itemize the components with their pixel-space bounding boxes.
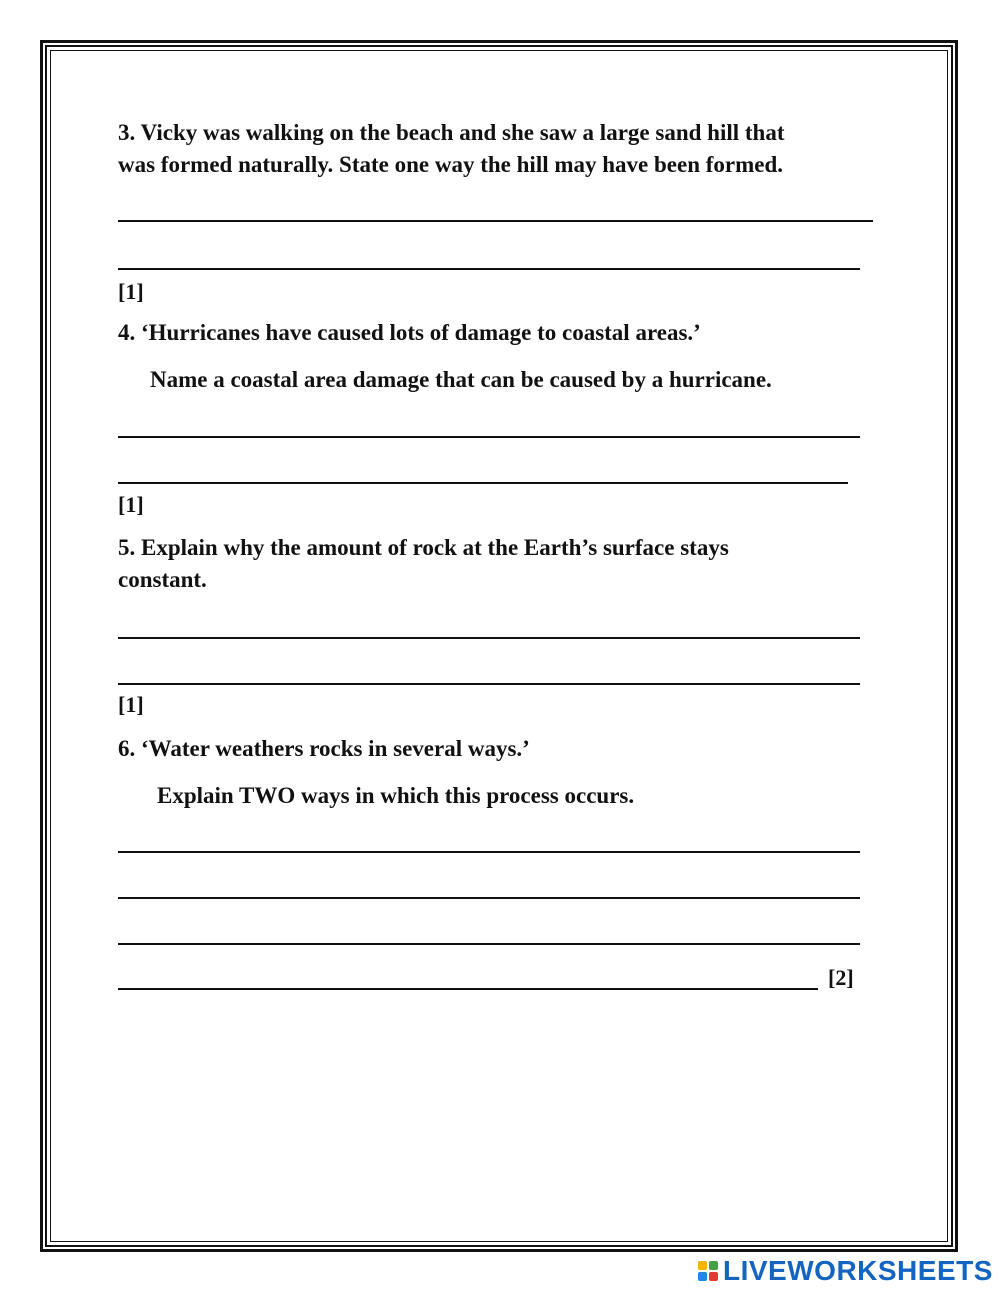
logo-tile-1 [698,1261,707,1270]
question-6-marks: [2] [828,965,854,990]
question-3-text-line2: was formed naturally. State one way the hill may have been formed. [118,152,784,177]
answer-line-q3-2[interactable] [118,268,860,270]
answer-line-q5-2[interactable] [118,683,860,685]
question-5-text-line2: constant. [118,567,207,592]
answer-line-q6-3[interactable] [118,943,860,945]
question-3-text-line1: 3. Vicky was walking on the beach and she saw a large sand hill that [118,120,785,145]
question-4-quote: 4. ‘Hurricanes have caused lots of damage to coastal areas.’ [118,320,701,345]
answer-line-q3-1[interactable] [118,220,873,222]
answer-line-q6-1[interactable] [118,851,860,853]
answer-line-q6-4[interactable] [118,988,818,990]
logo-tile-3 [698,1272,707,1281]
logo-tile-2 [709,1261,718,1270]
answer-line-q6-2[interactable] [118,897,860,899]
page-border-inner [50,50,948,1242]
liveworksheets-logo[interactable] [698,1256,993,1286]
question-5-marks: [1] [118,692,144,717]
question-4-marks: [1] [118,492,144,517]
question-3-marks: [1] [118,279,144,304]
question-6-quote: 6. ‘Water weathers rocks in several ways.’ [118,736,530,761]
answer-line-q4-1[interactable] [118,436,860,438]
question-4-prompt: Name a coastal area damage that can be caused by a hurricane. [150,367,772,392]
logo-wordmark: LIVEWORKSHEETS [723,1255,993,1286]
question-5-text-line1: 5. Explain why the amount of rock at the Earth’s surface stays [118,535,729,560]
answer-line-q4-2[interactable] [118,482,848,484]
logo-tiles-icon [698,1261,718,1281]
logo-tile-4 [709,1272,718,1281]
question-6-prompt: Explain TWO ways in which this process occurs. [157,783,635,808]
answer-line-q5-1[interactable] [118,637,860,639]
